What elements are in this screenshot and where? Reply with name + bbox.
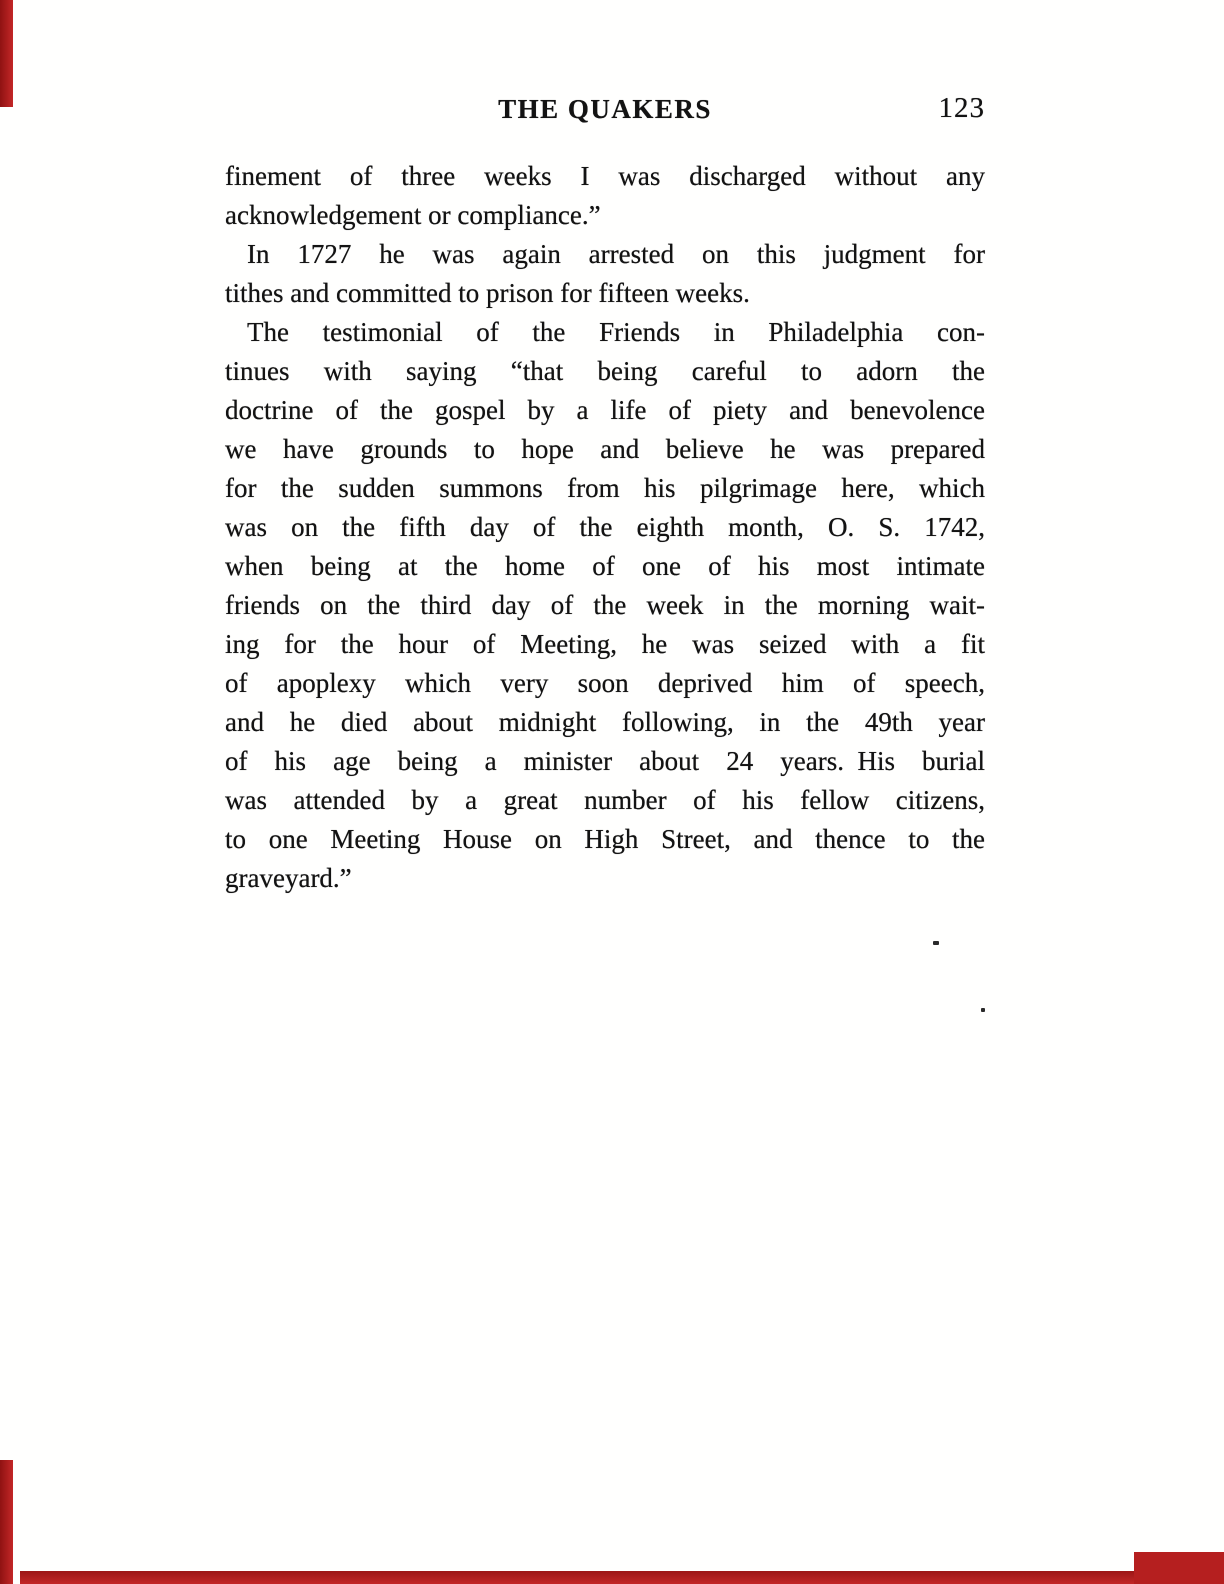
scan-edge-artifact-bottom-right — [1134, 1552, 1224, 1584]
ink-speck — [933, 941, 939, 945]
text-line: graveyard.” — [225, 863, 352, 893]
ink-speck — [981, 1008, 985, 1012]
text-line: we have grounds to hope and believe he was prepared — [225, 434, 985, 464]
text-line: for the sudden summons from his pilgrimage here, which — [225, 473, 985, 503]
text-line: friends on the third day of the week in the morning wait- — [225, 590, 985, 620]
text-line: ing for the hour of Meeting, he was seized with a fit — [225, 629, 985, 659]
text-line: finement of three weeks I was discharged without any — [225, 161, 985, 191]
text-line: tithes and committed to prison for fifteen weeks. — [225, 278, 750, 308]
scan-edge-artifact-top-left — [0, 0, 13, 107]
text-line: of his age being a minister about 24 years. His burial — [225, 746, 985, 776]
text-line: of apoplexy which very soon deprived him of speech, — [225, 668, 985, 698]
text-line: to one Meeting House on High Street, and thence to the — [225, 824, 985, 854]
text-line: In 1727 he was again arrested on this judgment for — [247, 239, 985, 269]
text-line: and he died about midnight following, in the 49th year — [225, 707, 985, 737]
text-line: The testimonial of the Friends in Philadelphia con- — [247, 317, 985, 347]
page-title: THE QUAKERS — [498, 94, 712, 124]
scan-edge-artifact-bottom-left — [0, 1460, 13, 1584]
running-header — [225, 94, 985, 130]
text-line: tinues with saying “that being careful to adorn the — [225, 356, 985, 386]
text-line: was on the fifth day of the eighth month, O. S. 1742, — [225, 512, 985, 542]
page-number: 123 — [938, 92, 985, 124]
page-body — [225, 157, 985, 898]
text-line: doctrine of the gospel by a life of piety and benevolence — [225, 395, 985, 425]
scan-edge-artifact-bottom — [20, 1571, 1224, 1584]
text-line: when being at the home of one of his most intimate — [225, 551, 985, 581]
text-line: was attended by a great number of his fellow citizens, — [225, 785, 985, 815]
text-line: acknowledgement or compliance.” — [225, 200, 601, 230]
